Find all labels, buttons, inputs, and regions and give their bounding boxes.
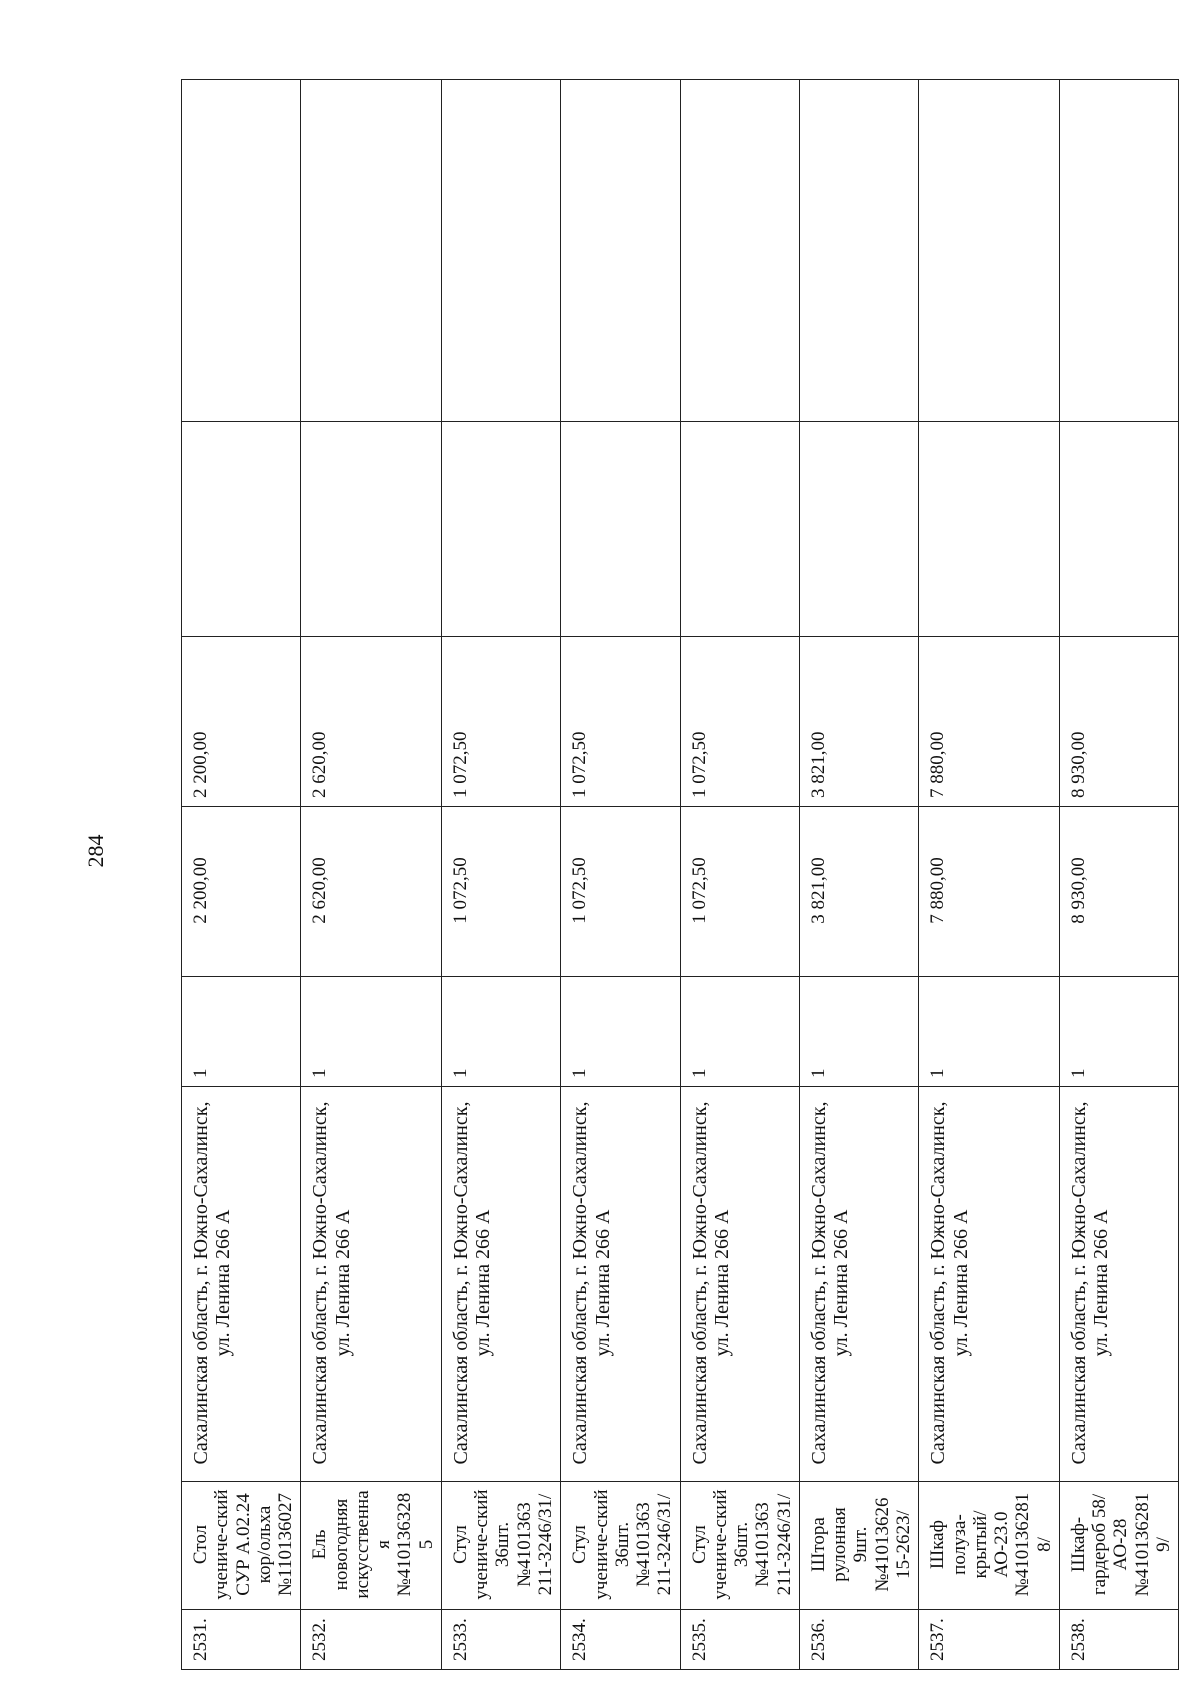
- inventory-table: [181, 79, 1179, 1670]
- table-row: [799, 80, 918, 1670]
- empty-cell: [561, 422, 680, 637]
- table-row: [182, 80, 301, 1670]
- cost-cell: 2 620,00: [301, 807, 442, 977]
- book-value-cell: 7 880,00: [919, 637, 1060, 807]
- cost-cell: 2 200,00: [182, 807, 301, 977]
- cost-cell: 8 930,00: [1059, 807, 1178, 977]
- rotated-table-container: [181, 80, 1174, 1670]
- empty-cell: [799, 422, 918, 637]
- empty-cell: [919, 422, 1060, 637]
- row-number-cell: 2533.: [441, 1610, 560, 1670]
- quantity-cell: 1: [799, 977, 918, 1087]
- empty-cell: [919, 80, 1060, 422]
- quantity-cell: 1: [680, 977, 799, 1087]
- row-number-cell: 2535.: [680, 1610, 799, 1670]
- quantity-cell: 1: [441, 977, 560, 1087]
- address-cell: Сахалинская область, г. Южно-Сахалинск, ул. Ленина 266 А: [919, 1087, 1060, 1482]
- empty-cell: [680, 80, 799, 422]
- row-number-cell: 2536.: [799, 1610, 918, 1670]
- cost-cell: 7 880,00: [919, 807, 1060, 977]
- empty-cell: [441, 422, 560, 637]
- table-row: [680, 80, 799, 1670]
- item-name-cell: Шкаф-гардероб 58/АО-28 №410136281​9/: [1059, 1482, 1178, 1610]
- empty-cell: [1059, 422, 1178, 637]
- address-cell: Сахалинская область, г. Южно-Сахалинск, ул. Ленина 266 А: [680, 1087, 799, 1482]
- quantity-cell: 1: [919, 977, 1060, 1087]
- quantity-cell: 1: [561, 977, 680, 1087]
- address-cell: Сахалинская область, г. Южно-Сахалинск, ул. Ленина 266 А: [301, 1087, 442, 1482]
- item-name-cell: Ель новогодняя искусственная №4101363285: [301, 1482, 442, 1610]
- book-value-cell: 3 821,00: [799, 637, 918, 807]
- item-name-cell: Стул учениче-ский 36шт.№4101363 211-3246/31/: [441, 1482, 560, 1610]
- address-cell: Сахалинская область, г. Южно-Сахалинск, ул. Ленина 266 А: [561, 1087, 680, 1482]
- item-name-cell: Стол учениче-ский СУР А.02.24 кор/ольха №110136027: [182, 1482, 301, 1610]
- table-row: [301, 80, 442, 1670]
- quantity-cell: 1: [182, 977, 301, 1087]
- item-name-cell: Стул учениче-ский 36шт.№4101363 211-3246/31/: [680, 1482, 799, 1610]
- address-cell: Сахалинская область, г. Южно-Сахалинск, ул. Ленина 266 А: [182, 1087, 301, 1482]
- book-value-cell: 1 072,50: [561, 637, 680, 807]
- book-value-cell: 1 072,50: [680, 637, 799, 807]
- quantity-cell: 1: [1059, 977, 1178, 1087]
- row-number-cell: 2537.: [919, 1610, 1060, 1670]
- cost-cell: 3 821,00: [799, 807, 918, 977]
- row-number-cell: 2532.: [301, 1610, 442, 1670]
- cost-cell: 1 072,50: [561, 807, 680, 977]
- table-row: [441, 80, 560, 1670]
- row-number-cell: 2534.: [561, 1610, 680, 1670]
- address-cell: Сахалинская область, г. Южно-Сахалинск, ул. Ленина 266 А: [1059, 1087, 1178, 1482]
- table-row: [561, 80, 680, 1670]
- empty-cell: [182, 422, 301, 637]
- item-name-cell: Шкаф полуза-крытый/АО-23.0 №410136281​8/: [919, 1482, 1060, 1610]
- empty-cell: [301, 422, 442, 637]
- inventory-table-body: [182, 80, 1179, 1670]
- row-number-cell: 2531.: [182, 1610, 301, 1670]
- table-row: [919, 80, 1060, 1670]
- table-row: [1059, 80, 1178, 1670]
- item-name-cell: Стул учениче-ский 36шт.№4101363 211-3246/31/: [561, 1482, 680, 1610]
- row-number-cell: 2538.: [1059, 1610, 1178, 1670]
- empty-cell: [441, 80, 560, 422]
- quantity-cell: 1: [301, 977, 442, 1087]
- empty-cell: [301, 80, 442, 422]
- empty-cell: [561, 80, 680, 422]
- cost-cell: 1 072,50: [680, 807, 799, 977]
- book-value-cell: 1 072,50: [441, 637, 560, 807]
- empty-cell: [182, 80, 301, 422]
- book-value-cell: 8 930,00: [1059, 637, 1178, 807]
- item-name-cell: Штора рулонная 9шт.№41013626 15-2623/: [799, 1482, 918, 1610]
- address-cell: Сахалинская область, г. Южно-Сахалинск, ул. Ленина 266 А: [441, 1087, 560, 1482]
- empty-cell: [799, 80, 918, 422]
- cost-cell: 1 072,50: [441, 807, 560, 977]
- empty-cell: [680, 422, 799, 637]
- empty-cell: [1059, 80, 1178, 422]
- page-number-text: 284: [83, 834, 108, 868]
- address-cell: Сахалинская область, г. Южно-Сахалинск, ул. Ленина 266 А: [799, 1087, 918, 1482]
- book-value-cell: 2 200,00: [182, 637, 301, 807]
- book-value-cell: 2 620,00: [301, 637, 442, 807]
